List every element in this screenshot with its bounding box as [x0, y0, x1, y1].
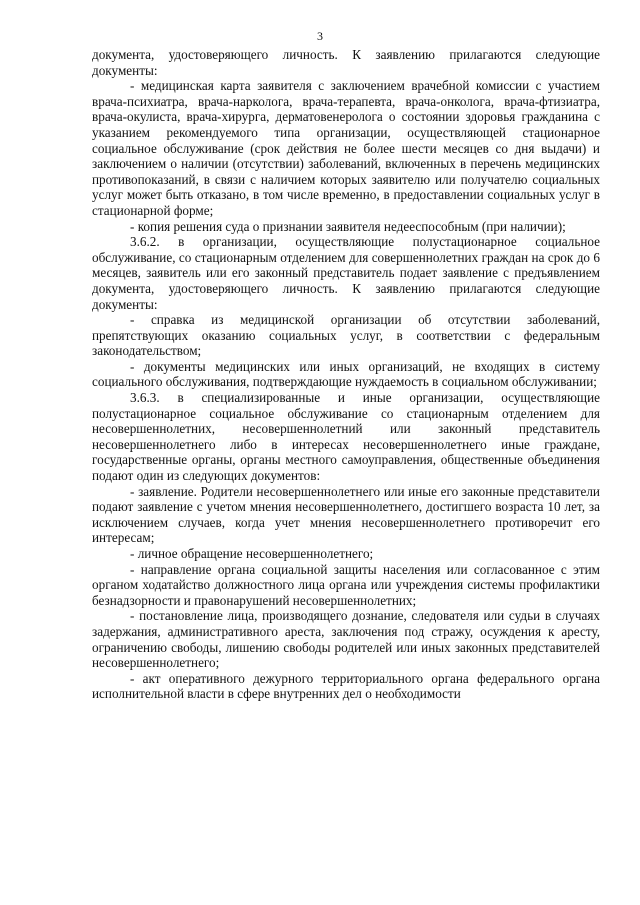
paragraph-continuation: документа, удостоверяющего личность. К заявлению прилагаются следующие документы:: [92, 47, 600, 78]
list-item-medical-card: - медицинская карта заявителя с заключением врачебной комиссии с участием врача-психиатра, врача-нарколога, врача-терапевта, врача-онколога, врача-фтизиатра, врача-окулиста, врача-хирурга, дерматовенеролога о состоянии здоровья гражданина с указанием рекомендуемого типа организации, осуществляющей стационарное социальное обслуживание (срок действия не более шести месяцев со дня выдачи) и заключением о наличии (отсутствии) заболеваний, включенных в перечень медицинских противопоказаний, в связи с наличием которых заявителю или получателю социальных услуг может быть отказано, в том числе временно, в предоставлении социальных услуг в стационарной форме;: [92, 78, 600, 218]
list-item-application: - заявление. Родители несовершеннолетнего или иные его законные представители подают заявление с учетом мнения несовершеннолетнего, достигшего возраста 10 лет, за исключением случаев, когда учет мнения несовершеннолетнего противоречит его интересам;: [92, 483, 600, 546]
clause-3-6-3: 3.6.3. в специализированные и иные организации, осуществляющие полустационарное социальное обслуживание со стационарным отделением для несовершеннолетних, несовершеннолетний или законный представитель несовершеннолетнего либо в интересах несовершеннолетнего иные граждане, государственные органы, органы местного самоуправления, общественные объединения подают один из следующих документов:: [92, 390, 600, 484]
clause-3-6-2: 3.6.2. в организации, осуществляющие полустационарное социальное обслуживание, со стационарным отделением для совершеннолетних граждан на срок до 6 месяцев, заявитель или его законный представитель подает заявление с предъявлением документа, удостоверяющего личность. К заявлению прилагаются следующие документы:: [92, 234, 600, 312]
list-item-personal-appeal: - личное обращение несовершеннолетнего;: [130, 546, 374, 561]
list-item-court-decision: - копия решения суда о признании заявителя недееспособным (при наличии);: [130, 218, 566, 234]
list-item-resolution: - постановление лица, производящего дознание, следователя или судьи в случаях задержания, административного ареста, заключения под стражу, осуждения к аресту, ограничению свободы, лишению свободы родителей или иных законных представителей несовершеннолетнего;: [92, 608, 600, 671]
list-item-medical-certificate: - справка из медицинской организации об отсутствии заболеваний, препятствующих оказанию социальных услуг, в соответствии с федеральным законодательством;: [92, 312, 600, 359]
list-item-duty-officer-act: - акт оперативного дежурного территориального органа федерального органа исполнительной власти в сфере внутренних дел о необходимости: [92, 670, 600, 702]
page-number: 3: [317, 29, 323, 43]
list-item-organization-documents: - документы медицинских или иных организаций, не входящих в систему социального обслуживания, подтверждающие нуждаемость в социальном обслуживании;: [92, 358, 600, 390]
document-body: [92, 47, 600, 702]
list-item-referral: - направление органа социальной защиты населения или согласованное с этим органом ходатайство должностного лица органа или учреждения системы профилактики безнадзорности и правонарушений несовершеннолетних;: [92, 561, 600, 608]
